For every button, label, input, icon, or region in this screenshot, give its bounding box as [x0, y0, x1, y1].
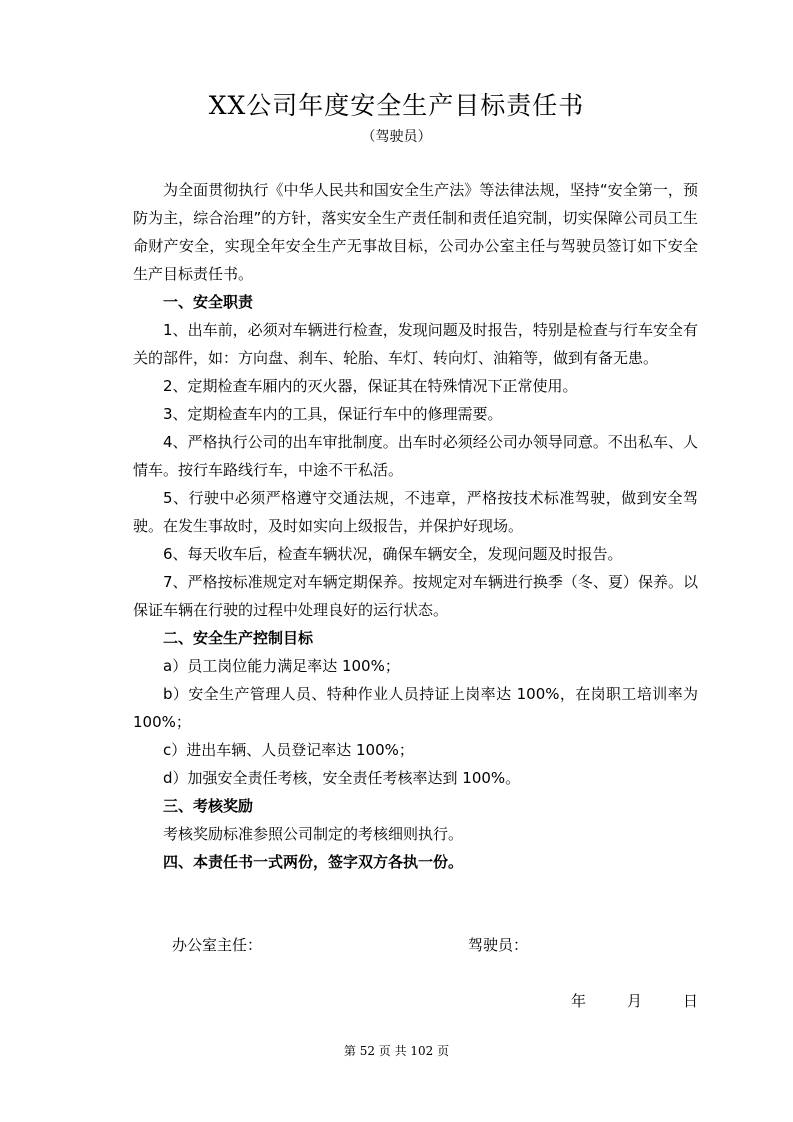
date-day-label: 日	[683, 992, 699, 1010]
intro-paragraph: 为全面贯彻执行《中华人民共和国安全生产法》等法律法规，坚持“安全第一，预防为主，综合治理”的方针，落实安全生产责任制和责任追究制，切实保障公司员工生命财产安全，实现全年安全生产无事故目标，公司办公室主任与驾驶员签订如下安全生产目标责任书。	[133, 181, 698, 283]
section-heading-control-targets: 二、安全生产控制目标	[163, 629, 314, 647]
duty-item: 3、定期检查车内的工具，保证行车中的修理需要。	[163, 405, 503, 423]
document-body	[133, 176, 698, 876]
document-subtitle: （驾驶员）	[361, 129, 432, 145]
duty-item: 6、每天收车后，检查车辆状况，确保车辆安全，发现问题及时报告。	[163, 545, 623, 563]
document-title: XX公司年度安全生产目标责任书	[208, 91, 585, 120]
driver-signature-label: 驾驶员：	[468, 936, 529, 954]
duty-item: 4、严格执行公司的出车审批制度。出车时必须经公司办领导同意。不出私车、人情车。按行车路线行车，中途不干私活。	[133, 433, 698, 479]
office-director-signature-label: 办公室主任：	[172, 936, 263, 954]
target-item: b）安全生产管理人员、特种作业人员持证上岗率达 100%，在岗职工培训率为 100%；	[133, 685, 698, 731]
section-heading-copies: 四、本责任书一式两份，签字双方各执一份。	[163, 853, 464, 871]
target-item: d）加强安全责任考核，安全责任考核率达到 100%。	[163, 769, 521, 787]
duty-item: 1、出车前，必须对车辆进行检查，发现问题及时报告，特别是检查与行车安全有关的部件，如：方向盘、刹车、轮胎、车灯、转向灯、油箱等，做到有备无患。	[133, 321, 698, 367]
page-number-footer: 第 52 页 共 102 页	[343, 1044, 450, 1058]
duty-item: 7、严格按标准规定对车辆定期保养。按规定对车辆进行换季（冬、夏）保养。以保证车辆在行驶的过程中处理良好的运行状态。	[133, 573, 698, 619]
target-item: a）员工岗位能力满足率达 100%；	[163, 657, 400, 675]
assessment-text: 考核奖励标准参照公司制定的考核细则执行。	[163, 825, 464, 843]
section-heading-safety-duties: 一、安全职责	[163, 293, 254, 311]
section-heading-assessment: 三、考核奖励	[163, 797, 254, 815]
date-month-label: 月	[627, 992, 643, 1010]
duty-item: 5、行驶中必须严格遵守交通法规，不违章，严格按技术标准驾驶，做到安全驾驶。在发生事故时，及时如实向上级报告，并保护好现场。	[133, 489, 698, 535]
date-year-label: 年	[571, 992, 587, 1010]
duty-item: 2、定期检查车厢内的灭火器，保证其在特殊情况下正常使用。	[163, 377, 578, 395]
target-item: c）进出车辆、人员登记率达 100%；	[163, 741, 414, 759]
